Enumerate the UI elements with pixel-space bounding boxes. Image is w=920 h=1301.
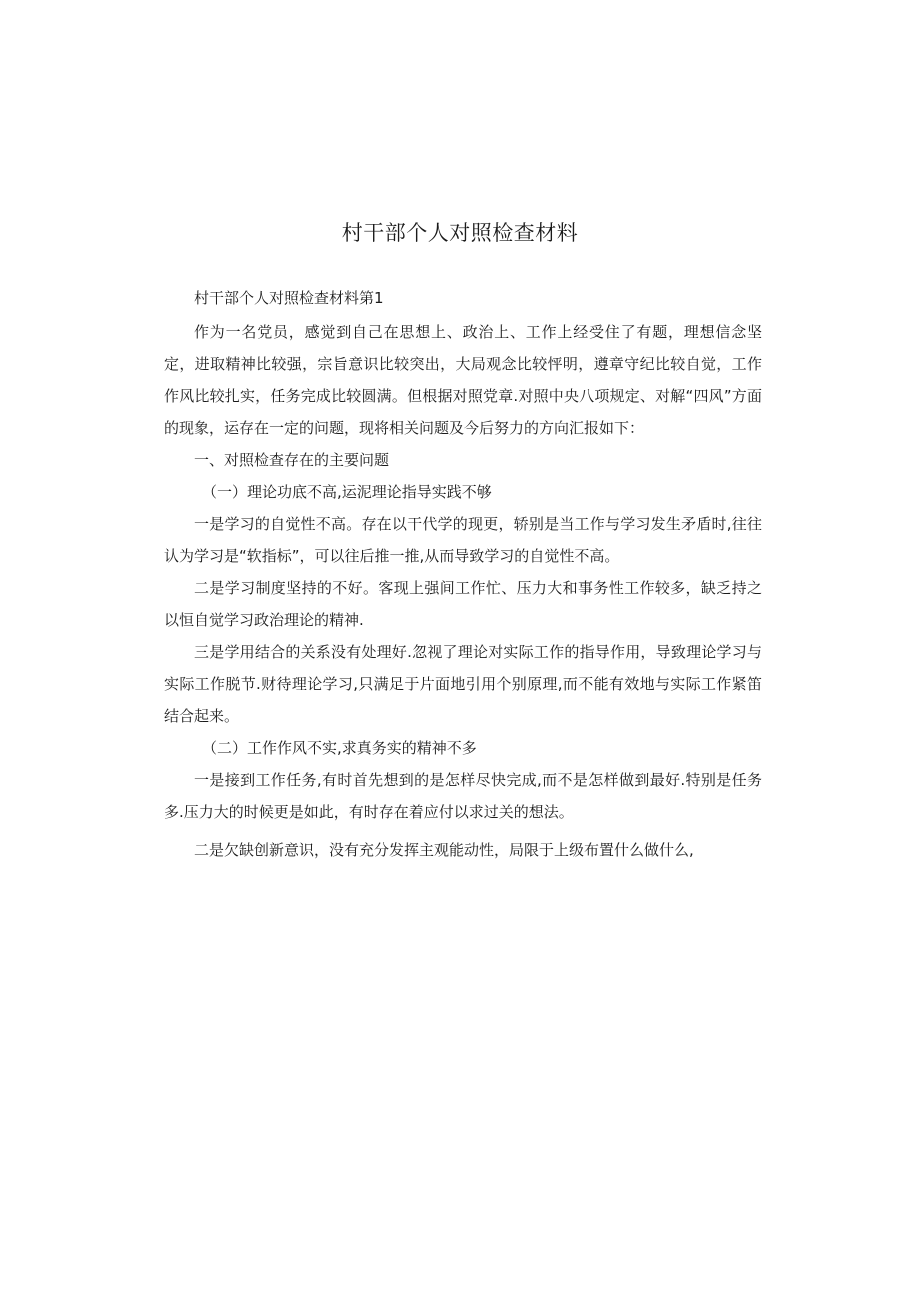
paragraph-intro: 作为一名党员，感觉到自己在思想上、政治上、工作上经受住了有题，理想信念坚定，进取精神比较强，宗旨意识比较突出，大局观念比较怦明，遵章守纪比较自觉，工作作风比较扎实，任务完成比较圆满。但根据对照党章.对照中央八项规定、对解“四风”方面的现象，运存在一定的问题，现将相关问题及今后努力的方向汇报如下： [164, 323, 762, 437]
subsection-heading-2: （二）工作作风不实,求真务实的精神不多 [202, 739, 477, 757]
document-subtitle: 村干部个人对照检查材料第1 [194, 289, 384, 307]
paragraph-sub1-3: 三是学用结合的关系没有处理好.忽视了理论对实际工作的指导作用，导致理论学习与实际工作脱节.财待理论学习,只满足于片面地引用个别原理,而不能有效地与实际工作紧笛结合起来。 [164, 643, 762, 725]
paragraph-sub1-1: 一是学习的自觉性不高。存在以干代学的现更，轿别是当工作与学习发生矛盾时,往往认为学习是“软指标”，可以往后推一推,从而导致学习的自觉性不高。 [164, 515, 762, 565]
paragraph-sub1-2: 二是学习制度坚持的不好。客现上强间工作忙、压力大和事务性工作较多，缺乏持之以恒自觉学习政治理论的精神. [164, 579, 762, 629]
document-body [164, 282, 762, 866]
paragraph-sub2-2: 二是欠缺创新意识，没有充分发挥主观能动性，局限于上级布置什么做什么, [194, 841, 694, 859]
section-heading: 一、对照检查存在的主要问题 [194, 451, 390, 469]
document-title: 村干部个人对照检查材料 [341, 221, 579, 245]
paragraph-sub2-1: 一是接到工作任务,有时首先想到的是怎样尽快完成,而不是怎样做到最好.特别是任务多.压力大的时候更是如此，有时存在着应付以求过关的想法。 [164, 771, 762, 821]
subsection-heading-1: （一）理论功底不高,运泥理论指导实践不够 [202, 483, 492, 501]
